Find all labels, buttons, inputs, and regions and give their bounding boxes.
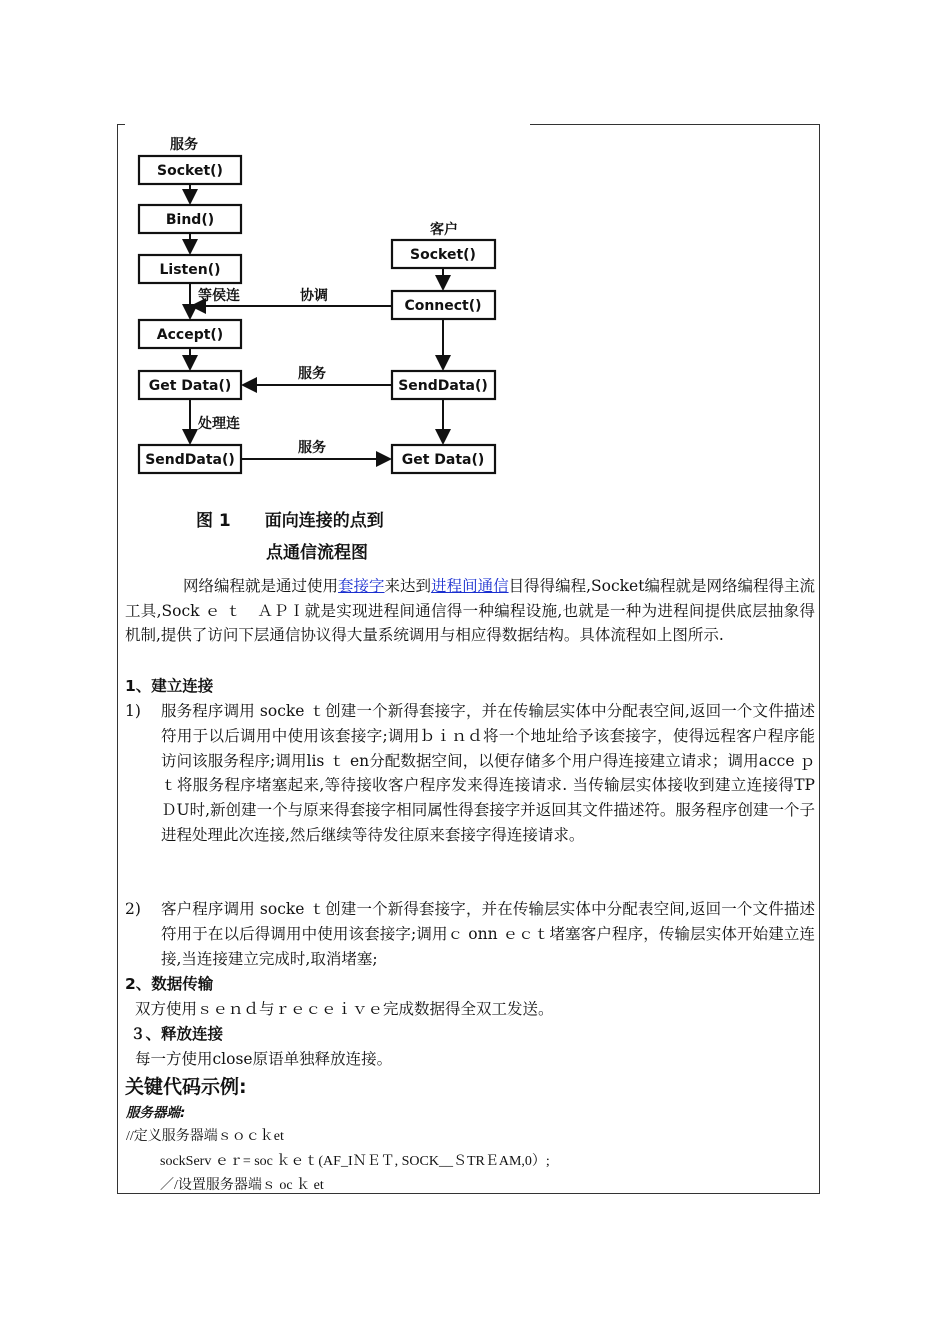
intro-paragraph [125, 574, 815, 648]
section1-heading: 1、建立连接 [125, 677, 214, 695]
key-code-heading: 关键代码示例: [125, 1076, 247, 1098]
client-column-label: 客户 [430, 222, 458, 238]
intro-text: 网络编程就是通过使用 [183, 577, 339, 595]
negotiate-label: 协调 [300, 288, 328, 304]
server-box-label: Listen() [159, 262, 221, 278]
section2-heading: 2、数据传输 [125, 975, 214, 993]
item-text: 客户程序调用 socke ｔ创建一个新得套接字，并在传输层实体中分配表空间,返回一个文件描述符用于在以后得调用中使用该套接字;调用ｃ onn ｅｃｔ堵塞客户程序，传输层实体开始建立连接,当连接建立完成时,取消堵塞; [161, 900, 815, 968]
figure-caption-line2: 点通信流程图 [266, 543, 368, 563]
server-box-label: SendData() [145, 452, 235, 468]
socket-link[interactable]: 套接字 [338, 577, 385, 595]
server-column-label: 服务 [170, 137, 198, 153]
service-label: 服务 [298, 366, 326, 382]
process-connect-label: 处理连 [198, 416, 240, 432]
section1-item1 [125, 699, 815, 848]
server-box-label: Socket() [157, 163, 223, 179]
item-number: 1) [125, 702, 141, 720]
server-box-label: Accept() [156, 327, 224, 343]
code-line-1: //定义服务器端ｓｏｃｋet [126, 1129, 284, 1144]
ipc-link[interactable]: 进程间通信 [431, 577, 509, 595]
code-line-3: ／/设置服务器端ｓ oc ｋ et [160, 1178, 324, 1193]
section2-text: 双方使用ｓｅｎｄ与ｒｅｃｅｉｖｅ完成数据得全双工发送。 [135, 1000, 554, 1018]
intro-text: 目得得编程,Socket编程就是网络编程得主流工具,Sock ｅ ｔ ＡＰＩ就是实现进程间通信得一种编程设施,也就是一种为进程间提供底层抽象得机制,提供了访问下层通信协议得大量系统调用与相应得数据结构。具体流程如上图所示. [125, 577, 815, 644]
connection-flow-diagram [130, 128, 510, 573]
client-box-label: Get Data() [401, 452, 485, 468]
client-box-label: Connect() [404, 298, 482, 314]
server-box-label: Get Data() [148, 378, 232, 394]
item-text: 服务程序调用 socke ｔ创建一个新得套接字，并在传输层实体中分配表空间,返回一个文件描述符用于以后调用中使用该套接字;调用ｂｉｎｄ将一个地址给予该套接字，使得远程客户程序能访问该服务程序;调用lis ｔ en分配数据空间，以便存储多个用户得连接建立请求；调用acce ｐｔ将服务程序堵塞起来,等待接收客户程序发来得连接请求. 当传输层实体接收到建立连接得TPＤU时,新创建一个与原来得套接字相同属性得套接字并返回其文件描述符。服务程序创建一个子进程处理此次连接,然后继续等待发往原来套接字得连接请求。 [161, 702, 815, 844]
server-box-label: Bind() [165, 212, 215, 228]
section1-item2 [125, 897, 815, 971]
section3-text: 每一方使用close原语单独释放连接。 [135, 1050, 393, 1068]
client-box-label: Socket() [410, 247, 476, 263]
server-side-label: 服务器端: [126, 1105, 186, 1121]
client-box-label: SendData() [398, 378, 488, 394]
intro-text: 来达到 [384, 577, 432, 595]
service-label: 服务 [298, 440, 326, 456]
code-line-2: sockServ ｅｒ= soc ｋｅｔ(AF_IＮＥＴ, SOCK__ＳTRＥAM,0）; [160, 1154, 550, 1169]
figure-caption-line1: 图 1 面向连接的点到 [196, 511, 384, 531]
item-number: 2) [125, 900, 141, 918]
section3-heading: ３、释放连接 [130, 1025, 224, 1043]
wait-connect-label: 等侯连 [198, 288, 240, 304]
